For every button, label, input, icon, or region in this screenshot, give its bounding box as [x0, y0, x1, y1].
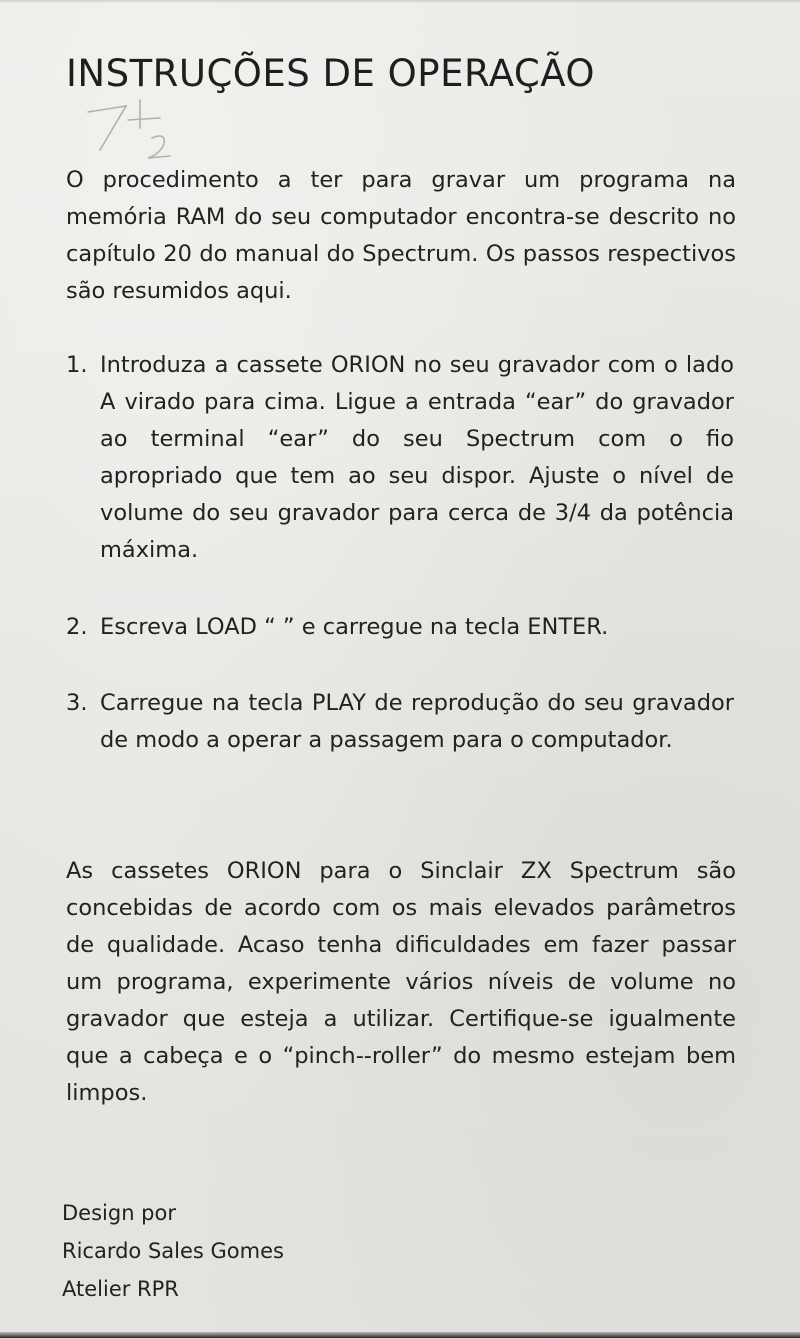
page-top-edge	[0, 0, 800, 3]
step-number: 3.	[66, 690, 88, 716]
quality-paragraph: As cassetes ORION para o Sinclair ZX Spectrum são concebidas de acordo com os mais elevados parâmetros de qualidade. Acaso tenha dificuldades em fazer passar um programa, experimente vários níveis de volume no gravador que esteja a utilizar. Certifique-se igualmente que a cabeça e o “pinch--roller” do mesmo estejam bem limpos.	[66, 858, 736, 1106]
design-credits	[62, 1194, 284, 1308]
designer-name: Ricardo Sales Gomes	[62, 1239, 284, 1263]
credits-line: Design por	[62, 1201, 176, 1225]
page-bottom-edge	[0, 1332, 800, 1338]
intro-paragraph: O procedimento a ter para gravar um programa na memória RAM do seu computador encontra-se descrito no capítulo 20 do manual do Spectrum. Os passos respectivos são resumidos aqui.	[66, 167, 736, 304]
page-title: INSTRUÇÕES DE OPERAÇÃO	[66, 52, 595, 95]
step-number: 1.	[66, 352, 88, 378]
handwritten-note-mark	[82, 98, 202, 168]
step-text: Escreva LOAD “ ” e carregue na tecla ENTER.	[100, 614, 609, 640]
step-text: Carregue na tecla PLAY de reprodução do seu gravador de modo a operar a passagem para o computador.	[100, 690, 734, 753]
studio-name: Atelier RPR	[62, 1277, 179, 1301]
step-text: Introduza a cassete ORION no seu gravador com o lado A virado para cima. Ligue a entrada “ear” do gravador ao terminal “ear” do seu Spectrum com o fio apropriado que tem ao seu dispor. Ajuste o nível de volume do seu gravador para cerca de 3/4 da potência máxima.	[100, 352, 734, 563]
step-number: 2.	[66, 614, 88, 640]
